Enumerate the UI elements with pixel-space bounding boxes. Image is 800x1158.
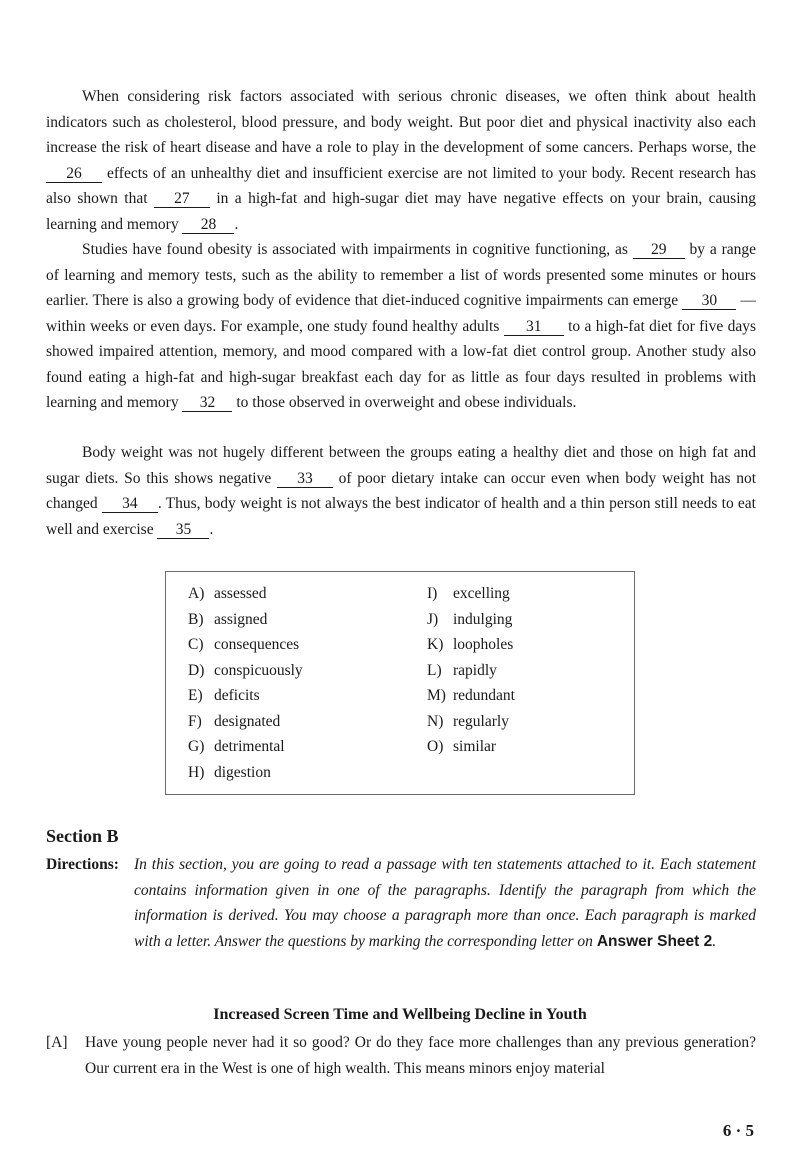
word-option-a: [188, 581, 303, 607]
text-segment: Studies have found obesity is associated with impairments in cognitive functioning, as: [82, 241, 633, 258]
option-letter: I): [427, 585, 438, 602]
option-word: assigned: [214, 610, 268, 628]
answer-sheet-label: Answer Sheet 2: [596, 932, 713, 950]
option-letter: M): [427, 687, 446, 704]
blank-26[interactable]: 26: [46, 165, 102, 183]
section-title: Section B: [46, 826, 119, 846]
option-letter: D): [188, 661, 205, 679]
option-letter: L): [427, 661, 442, 679]
directions-label: Directions:: [46, 856, 119, 873]
passage-paragraph-a: [46, 1030, 756, 1081]
word-option-b: [188, 607, 303, 633]
option-word: conspicuously: [214, 661, 303, 679]
option-word: rapidly: [453, 661, 497, 679]
blank-35[interactable]: 35: [157, 521, 209, 539]
option-letter: N): [427, 712, 444, 730]
cloze-paragraph-2: [46, 237, 756, 416]
word-option-k: [427, 632, 515, 658]
word-option-i: [427, 581, 515, 607]
blank-28[interactable]: 28: [182, 216, 234, 234]
text-segment: to those observed in overweight and obese individuals.: [232, 394, 577, 411]
option-word: designated: [214, 712, 281, 730]
text-segment: by a range of learning and memory tests, such as the ability to remember a list of words presented some minutes or hours earlier. There is also a growing body of evidence that diet-induced cognitive impairments can emerge: [46, 241, 756, 309]
option-letter: F): [188, 712, 202, 730]
option-word: detrimental: [214, 738, 285, 755]
option-word: similar: [453, 738, 497, 755]
directions-body: In this section, you are going to read a passage with ten statements attached to it. Each statement contains information given in one of the paragraphs. Identify the paragraph from which the information is derived. You may choose a paragraph more than once. Each paragraph is marked with a letter. Answer the questions by marking the corresponding letter on: [134, 856, 756, 950]
blank-27[interactable]: 27: [154, 190, 210, 208]
option-word: regularly: [453, 712, 509, 730]
word-option-f: [188, 709, 303, 735]
text-segment: . Thus, body weight is not always the best indicator of health and a thin person still needs to eat well and exercise: [46, 495, 756, 538]
blank-29[interactable]: 29: [633, 241, 685, 259]
option-letter: K): [427, 636, 444, 653]
word-option-o: [427, 734, 515, 760]
word-option-j: [427, 607, 515, 633]
option-word: deficits: [214, 687, 260, 704]
directions-text: [134, 852, 756, 954]
option-word: loopholes: [453, 636, 514, 653]
text-segment: to a high-fat diet for five days showed impaired attention, memory, and mood compared with a low-fat diet control group. Another study also found eating a high-fat and high-sugar breakfast each day for as little as four days resulted in problems with learning and memory: [46, 317, 757, 411]
option-word: redundant: [453, 687, 515, 704]
option-letter: C): [188, 636, 204, 653]
option-letter: J): [427, 610, 439, 628]
word-bank-left-column: [188, 581, 303, 785]
directions-end: .: [712, 932, 717, 950]
word-option-n: [427, 709, 515, 735]
text-segment: When considering risk factors associated with serious chronic diseases, we often think about health indicators such as cholesterol, blood pressure, and body weight. But poor diet and physical inactivity also each increase the risk of heart disease and have a role to play in the development of some cancers. Perhaps worse, the: [46, 88, 756, 156]
word-bank-right-column: [427, 581, 515, 760]
text-segment: Body weight was not hugely different between the groups eating a healthy diet and those on high fat and sugar diets. So this shows negative: [46, 444, 756, 487]
option-letter: E): [188, 687, 203, 704]
text-segment: of poor dietary intake can occur even when body weight has not changed: [46, 469, 756, 512]
option-letter: B): [188, 610, 204, 628]
option-word: assessed: [214, 585, 267, 602]
option-letter: A): [188, 585, 205, 602]
word-bank: [165, 571, 635, 795]
word-option-c: [188, 632, 303, 658]
option-letter: H): [188, 763, 205, 781]
blank-32[interactable]: 32: [182, 394, 232, 412]
option-letter: G): [188, 738, 205, 755]
blank-34[interactable]: 34: [102, 495, 158, 513]
option-word: consequences: [214, 636, 300, 653]
text-segment: .: [209, 520, 214, 538]
option-letter: O): [427, 738, 444, 755]
word-option-h: [188, 760, 303, 786]
word-option-m: [427, 683, 515, 709]
option-word: digestion: [214, 763, 271, 781]
cloze-paragraph-1: [46, 84, 756, 237]
blank-31[interactable]: 31: [504, 318, 564, 336]
blank-30[interactable]: 30: [682, 292, 736, 310]
option-word: indulging: [453, 610, 513, 628]
word-option-l: [427, 658, 515, 684]
blank-33[interactable]: 33: [277, 470, 333, 488]
text-segment: in a high-fat and high-sugar diet may have negative effects on your brain, causing learning and memory: [46, 190, 756, 233]
word-option-e: [188, 683, 303, 709]
paragraph-text: Have young people never had it so good? Or do they face more challenges than any previous generation? Our current era in the West is one of high wealth. This means minors enjoy material: [85, 1034, 756, 1077]
text-segment: effects of an unhealthy diet and insufficient exercise are not limited to your body. Recent research has also shown that: [46, 164, 756, 207]
text-segment: .: [234, 215, 239, 233]
text-segment: —within weeks or even days. For example, one study found healthy adults: [46, 292, 756, 335]
word-option-d: [188, 658, 303, 684]
cloze-paragraph-3: [46, 440, 756, 542]
paragraph-letter: [A]: [46, 1034, 68, 1051]
option-word: excelling: [453, 585, 510, 602]
word-option-g: [188, 734, 303, 760]
passage-title: Increased Screen Time and Wellbeing Decline in Youth: [213, 1006, 587, 1023]
page-number: 6 · 5: [722, 1121, 754, 1140]
